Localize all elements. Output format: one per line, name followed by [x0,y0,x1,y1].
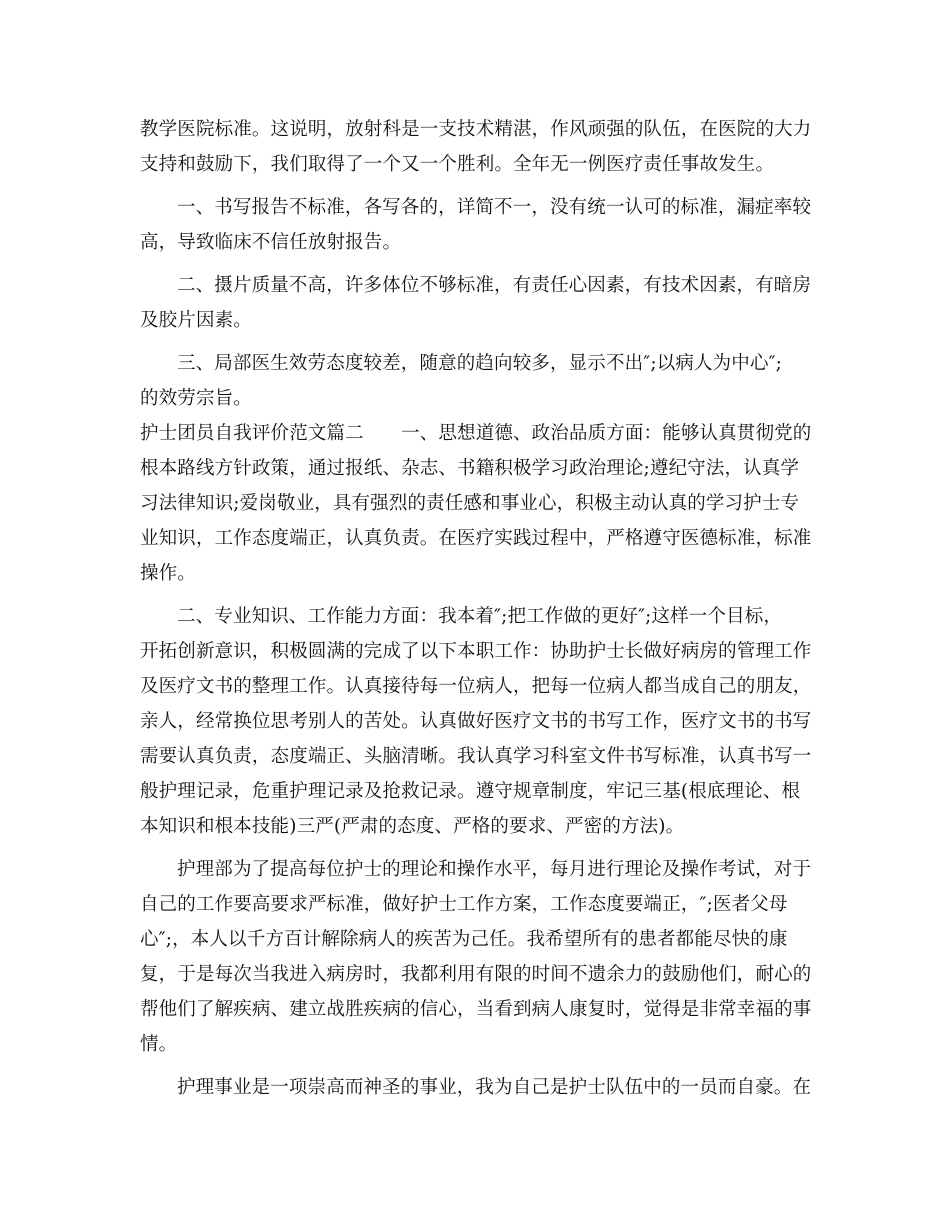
text-line: 帮他们了解疾病、建立战胜疾病的信心，当看到病人康复时，觉得是非常幸福的事 [140,999,812,1020]
text-line: 三、局部医生效劳态度较差，随意的趋向较多，显示不出″;以病人为中心″; [177,353,783,374]
text-line: 及医疗文书的整理工作。认真接待每一位病人，把每一位病人都当成自己的朋友， [140,676,812,697]
text-line: 需要认真负责，态度端正、头脑清晰。我认真学习科室文件书写标准，认真书写一 [140,746,812,767]
document-body [140,112,812,1105]
text-line: 般护理记录，危重护理记录及抢救记录。遵守规章制度，牢记三基(根底理论、根 [140,781,801,802]
text-line: 本知识和根本技能)三严(严肃的态度、严格的要求、严密的方法)。 [140,816,685,837]
text-line: 支持和鼓励下，我们取得了一个又一个胜利。全年无一例医疗责任事故发生。 [140,154,775,175]
text-line: 心″;，本人以千方百计解除病人的疾苦为己任。我希望所有的患者都能尽快的康 [140,929,788,950]
text-line: 根本路线方针政策，通过报纸、杂志、书籍积极学习政治理论;遵纪守法，认真学 [140,458,800,479]
text-line: 的效劳宗旨。 [140,388,252,409]
text-line: 情。 [140,1034,178,1055]
text-line: 亲人，经常换位思考别人的苦处。认真做好医疗文书的书写工作，医疗文书的书写 [140,711,812,732]
text-line: 护士团员自我评价范文篇二 一、思想道德、政治品质方面：能够认真贯彻党的 [140,423,812,444]
text-line: 及胶片因素。 [140,310,252,331]
text-line: 护理事业是一项崇高而神圣的事业，我为自己是护士队伍中的一员而自豪。在 [177,1077,812,1098]
text-line: 二、摄片质量不高，许多体位不够标准，有责任心因素，有技术因素，有暗房 [177,275,812,296]
text-line: 复，于是每次当我进入病房时，我都利用有限的时间不遗余力的鼓励他们，耐心的 [140,964,812,985]
text-line: 二、专业知识、工作能力方面：我本着″;把工作做的更好″;这样一个目标， [177,606,783,627]
text-line: 自己的工作要高要求严标准，做好护士工作方案，工作态度要端正，″;医者父母 [140,894,788,915]
paragraph-gap [140,844,812,852]
paragraph-gap [140,338,812,346]
paragraph-gap [140,260,812,268]
text-line: 教学医院标准。这说明，放射科是一支技术精湛，作风顽强的队伍，在医院的大力 [140,119,812,140]
text-line: 开拓创新意识，积极圆满的完成了以下本职工作：协助护士长做好病房的管理工作 [140,641,812,662]
text-line: 业知识，工作态度端正，认真负责。在医疗实践过程中，严格遵守医德标准，标准 [140,528,812,549]
text-line: 护理部为了提高每位护士的理论和操作水平，每月进行理论及操作考试，对于 [177,859,812,880]
paragraph-gap [140,182,812,190]
paragraph-gap [140,591,812,599]
text-line: 习法律知识;爱岗敬业，具有强烈的责任感和事业心，积极主动认真的学习护士专 [140,493,800,514]
paragraph-gap [140,1062,812,1070]
text-line: 高，导致临床不信任放射报告。 [140,232,402,253]
text-line: 一、书写报告不标准，各写各的，详简不一，没有统一认可的标准，漏症率较 [177,197,812,218]
text-line: 操作。 [140,563,196,584]
